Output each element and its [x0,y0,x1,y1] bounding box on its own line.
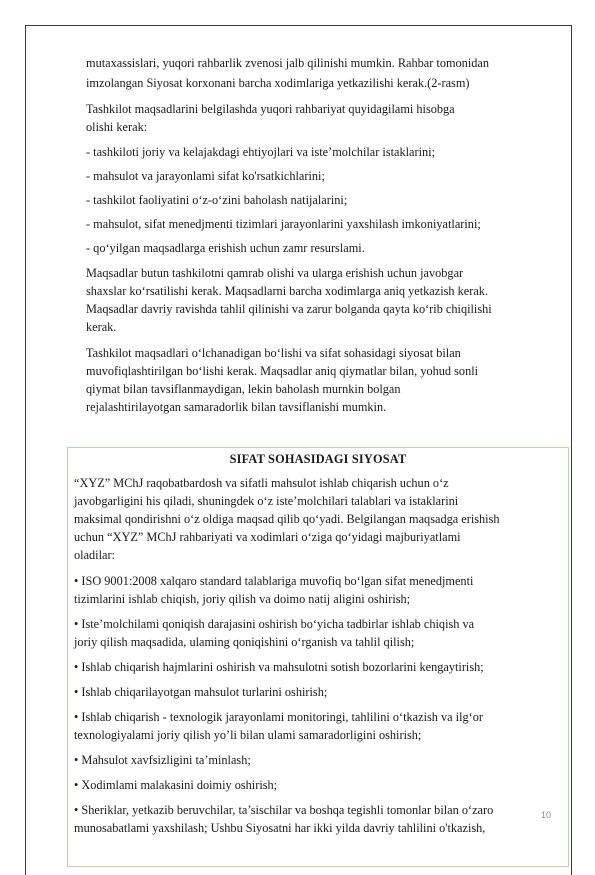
policy-line: • Ishlab chiqarish - texnologik jarayonlami monitoringi, tahlilini o‘tkazish va ilg‘or [74,710,483,724]
policy-line: joriy qilish maqsadida, ulaming qoniqishini o‘rganish va tahlil qilish; [74,635,415,649]
policy-line: • Ishlab chiqarilayotgan mahsulot turlarini oshirish; [74,685,328,699]
policy-line: maksimal qondirishni o‘z oldiga maqsad qilib qo‘yadi. Belgilangan maqsadga erishish [74,512,500,526]
policy-line: javobgarligini his qiladi, shuningdek o‘z iste’molchilari talablari va istaklarini [74,494,459,508]
body-line: - tashkilot faoliyatini o‘z-o‘zini baholash natijalarini; [86,193,348,207]
policy-line: uchun “XYZ” MChJ rahbariyati va xodimlari o‘ziga qo‘yidagi majburiyatlami [74,530,461,544]
policy-line: texnologiyalami joriy qilish yo’li bilan ulami samaradorligini oshirish; [74,728,422,742]
policy-line: • ISO 9001:2008 xalqaro standard talablariga muvofiq bo‘lgan sifat menedjmenti [74,574,474,588]
policy-line: • Ishlab chiqarish hajmlarini oshirish va mahsulotni sotish bozorlarini kengaytirish; [74,660,484,674]
body-line: Maqsadlar butun tashkilotni qamrab olishi va ularga erishish uchun javobgar [86,266,464,280]
policy-line: “XYZ” MChJ raqobatbardosh va sifatli mahsulot ishlab chiqarish uchun o‘z [74,476,449,490]
policy-line: oladilar: [74,548,115,562]
body-line: olishi kerak: [86,120,148,134]
policy-line: munosabatlami yaxshilash; Ushbu Siyosatni har ikki yilda davriy tahlilini o'tkazish, [74,821,486,835]
policy-line: • Iste’molchilami qoniqish darajasini oshirish bo‘yicha tadbirlar ishlab chiqish va [74,617,475,631]
body-line: - mahsulot va jarayonlami sifat ko'rsatkichlarini; [86,169,325,183]
body-line: - tashkiloti joriy va kelajakdagi ehtiyojlari va iste’molchilar istaklarini; [86,145,435,159]
policy-line: tizimlarini ishlab chiqish, joriy qilish va doimo natij aligini oshirish; [74,592,411,606]
body-line: qiymat bilan tavsiflanmaydigan, lekin baholash murnkin bolgan [86,382,401,396]
body-line: kerak. [86,320,117,334]
page-number: 10 [541,810,552,820]
policy-title: SIFAT SOHASIDAGI SIYOSAT [229,452,407,466]
body-line: mutaxassislari, yuqori rahbarlik zvenosi jalb qilinishi mumkin. Rahbar tomonidan [86,56,489,70]
body-line: imzolangan Siyosat korxonani barcha xodimlariga yetkazilishi kerak.(2-rasm) [86,76,470,90]
policy-line: • Sheriklar, yetkazib beruvchilar, ta’sischilar va boshqa tegishli tomonlar bilan o‘zaro [74,803,494,817]
body-line: - qo‘yilgan maqsadlarga erishish uchun zamr resurslami. [86,241,365,255]
body-line: Tashkilot maqsadlari o‘lchanadigan bo‘lishi va sifat sohasidagi siyosat bilan [86,346,461,360]
policy-line: • Xodimlami malakasini doimiy oshirish; [74,778,278,792]
body-line: shaxslar ko‘rsatilishi kerak. Maqsadlarni barcha xodimlarga aniq yetkazish kerak. [86,284,489,298]
policy-line: • Mahsulot xavfsizligini ta’minlash; [74,753,251,767]
body-line: muvofiqlashtirilgan bo‘lishi kerak. Maqsadlar aniq qiymatlar bilan, yohud sonli [86,364,479,378]
body-line: Tashkilot maqsadlarini belgilashda yuqori rahbariyat quyidagilami hisobga [86,102,455,116]
body-line: Maqsadlar davriy ravishda tahlil qilinishi va zarur bolganda qayta ko‘rib chiqilishi [86,302,492,316]
body-line: rejalashtirilayotgan samaradorlik bilan tavsiflanishi mumkin. [86,400,387,414]
body-line: - mahsulot, sifat menedjmenti tizimlari jarayonlarini yaxshilash imkoniyatlarini; [86,217,481,231]
